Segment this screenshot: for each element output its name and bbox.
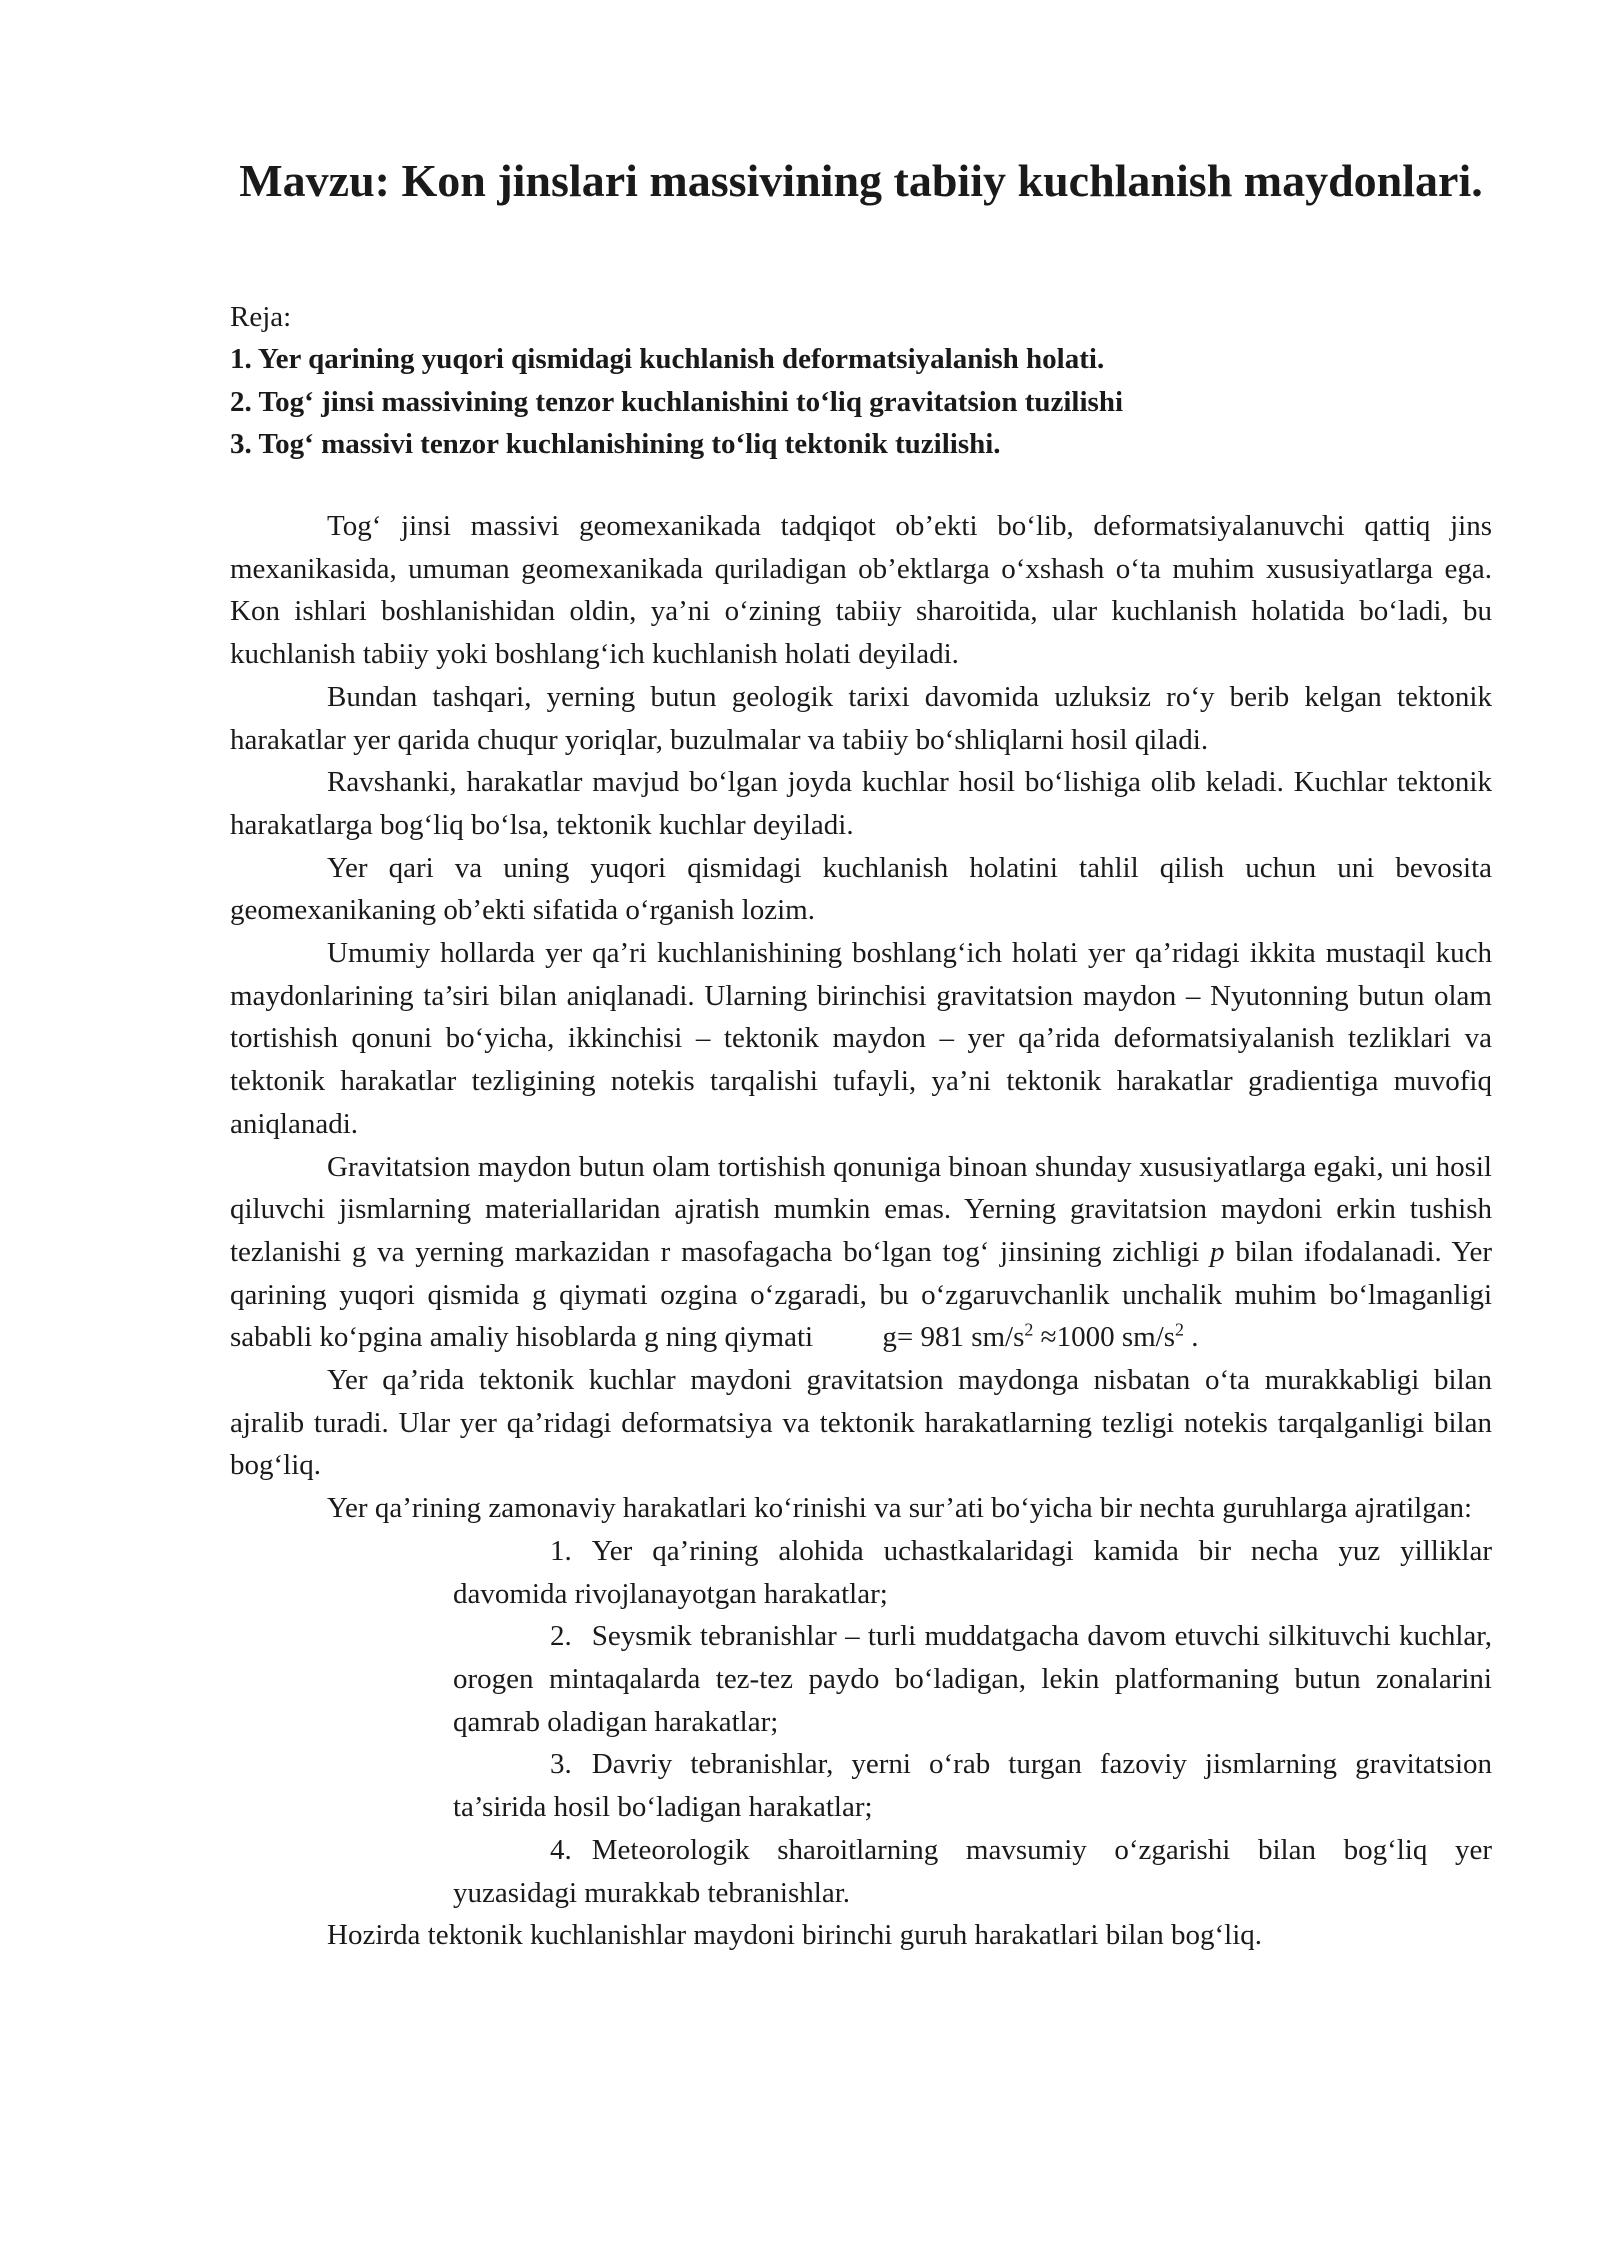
document-body bbox=[230, 505, 1492, 1957]
movement-group-item: 4. Meteorologik sharoitlarning mavsumiy o‘zgarishi bilan bog‘liq yer yuzasidagi murakkab tebranishlar. bbox=[453, 1833, 1492, 1909]
plan-item: 3. Tog‘ massivi tenzor kuchlanishining to‘liq tektonik tuzilishi. bbox=[230, 428, 1001, 460]
gravity-text-start: Gravitatsion maydon butun olam tortishish qonuniga binoan shunday xususiyatlarga egaki, uni hosil qiluvchi jismlarning materiallaridan ajratish mumkin emas. Yerning gravitatsion maydoni erkin tushish tezlanishi g va yerning markazidan r masofagacha bo‘lgan tog‘ jinsining zichligi bbox=[230, 1150, 1492, 1268]
gravity-formula: g= 981 $sm/s^2 \approx 1000$ $sm/s^2$ . bbox=[882, 1319, 1199, 1354]
movement-group-item: 1. Yer qa’rining alohida uchastkalaridagi kamida bir necha yuz yilliklar davomida rivojlanayotgan harakatlar; bbox=[453, 1534, 1492, 1610]
plan-item: 1. Yer qarining yuqori qismidagi kuchlanish deformatsiyalanish holati. bbox=[230, 343, 1105, 375]
gravity-paragraph bbox=[230, 1146, 1492, 1360]
plan-list bbox=[230, 338, 1492, 466]
body-paragraph: Umumiy hollarda yer qa’ri kuchlanishining boshlang‘ich holati yer qa’ridagi ikkita mustaqil kuch maydonlarining ta’siri bilan aniqlanadi. Ularning birinchisi gravitatsion maydon – Nyutonning butun olam tortishish qonuni bo‘yicha, ikkinchisi – tektonik maydon – yer qa’rida deformatsiyalanish tezliklari va tektonik harakatlar tezligining notekis tarqalishi tufayli, ya’ni tektonik harakatlar gradientiga muvofiq aniqlanadi. bbox=[230, 937, 1492, 1140]
document-title: Mavzu: Kon jinslari massivining tabiiy kuchlanish maydonlari. bbox=[239, 155, 1483, 206]
body-paragraph: Yer qa’rida tektonik kuchlar maydoni gravitatsion maydonga nisbatan o‘ta murakkabligi bilan ajralib turadi. Ular yer qa’ridagi deformatsiya va tektonik harakatlarning tezligi notekis tarqalganligi bilan bog‘liq. bbox=[230, 1364, 1492, 1482]
movement-group-item: 2. Seysmik tebranishlar – turli muddatgacha davom etuvchi silkituvchi kuchlar, orogen mintaqalarda tez-tez paydo bo‘ladigan, lekin platformaning butun zonalarini qamrab oladigan harakatlar; bbox=[453, 1620, 1492, 1738]
movement-group-item: 3. Davriy tebranishlar, yerni o‘rab turgan fazoviy jismlarning gravitatsion ta’sirida hosil bo‘ladigan harakatlar; bbox=[453, 1748, 1492, 1824]
plan-label: Reja: bbox=[230, 301, 292, 333]
body-paragraph: Yer qari va uning yuqori qismidagi kuchlanish holatini tahlil qilish uchun uni bevosita geomexanikaning ob’ekti sifatida o‘rganish lozim. bbox=[230, 851, 1492, 927]
body-paragraph: Bundan tashqari, yerning butun geologik tarixi davomida uzluksiz ro‘y berib kelgan tektonik harakatlar yer qarida chuqur yoriqlar, buzulmalar va tabiiy bo‘shliqlarni hosil qiladi. bbox=[230, 680, 1492, 756]
density-symbol: p bbox=[1210, 1235, 1225, 1268]
closing-paragraph: Hozirda tektonik kuchlanishlar maydoni birinchi guruh harakatlari bilan bog‘liq. bbox=[327, 1919, 1262, 1952]
body-paragraph: Yer qa’rining zamonaviy harakatlari ko‘rinishi va sur’ati bo‘yicha bir nechta guruhlarga ajratilgan: bbox=[327, 1492, 1473, 1525]
movement-groups-list bbox=[453, 1530, 1492, 1914]
body-paragraph: Ravshanki, harakatlar mavjud bo‘lgan joyda kuchlar hosil bo‘lishiga olib keladi. Kuchlar tektonik harakatlarga bog‘liq bo‘lsa, tektonik kuchlar deyiladi. bbox=[230, 766, 1492, 841]
plan-item: 2. Tog‘ jinsi massivining tenzor kuchlanishini to‘liq gravitatsion tuzilishi bbox=[230, 385, 1124, 418]
body-paragraph: Tog‘ jinsi massivi geomexanikada tadqiqot ob’ekti bo‘lib, deformatsiyalanuvchi qattiq jins mexanikasida, umuman geomexanikada quriladigan ob’ektlarga o‘xshash o‘ta muhim xususiyatlarga ega. Kon ishlari boshlanishidan oldin, ya’ni o‘zining tabiiy sharoitida, ular kuchlanish holatida bo‘ladi, bu kuchlanish tabiiy yoki boshlang‘ich kuchlanish holati deyiladi. bbox=[230, 510, 1492, 671]
gravity-text-mid: bilan ifodalanadi. Yer qarining yuqori qismida g qiymati ozgina o‘zgaradi, bu o‘zgaruvchanlik unchalik muhim bo‘lmaganligi sababli ko‘pgina amaliy hisoblarda g ning qiymati bbox=[230, 1235, 1493, 1354]
